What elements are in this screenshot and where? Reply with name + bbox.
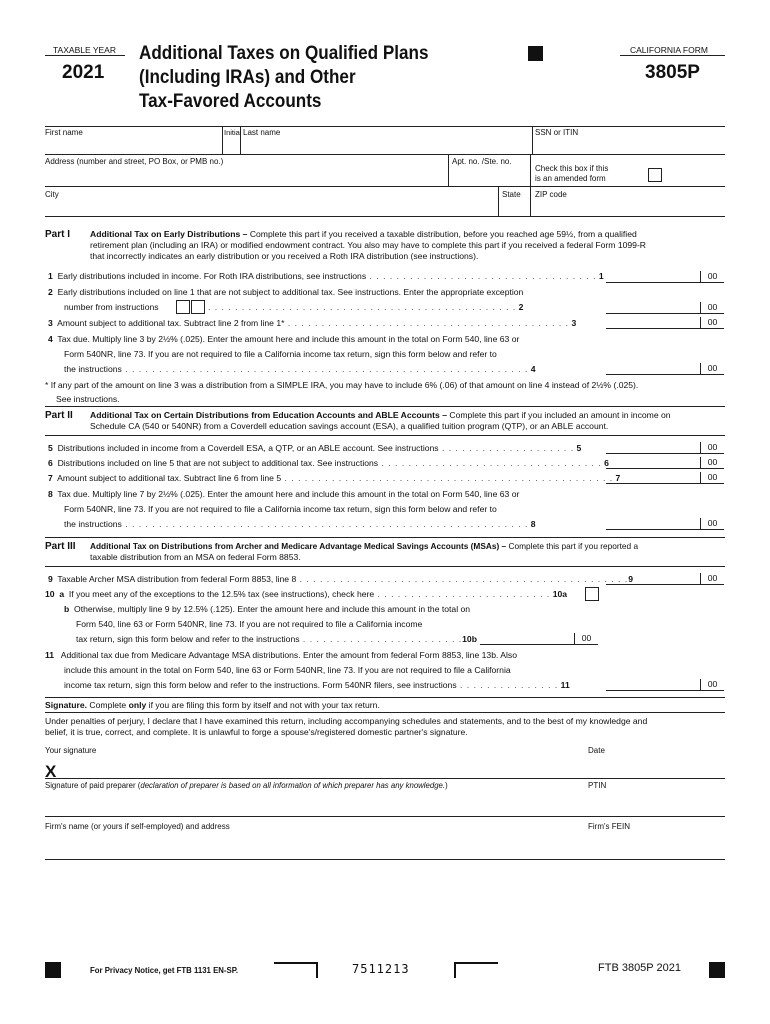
line-8b: Form 540NR, line 73. If you are not required to file a California income tax return, sign this form below and refer to [64,504,497,514]
cents: 00 [700,302,724,314]
footer-registration-mark-right [709,962,725,978]
line-4c-text: the instructions [64,364,122,374]
cents: 00 [700,442,724,454]
line-1: 1 Early distributions included in income. For Roth IRA distributions, see instructions . . . . . . . . . . . . . . . . . . . . . . . . . . . . . . . . . . 1 [48,271,604,281]
line-10b-text-1: Otherwise, multiply line 9 by 12.5% (.125). Enter the amount here and include this amount in the total on [74,604,471,614]
preparer-label-c: ) [445,781,448,790]
line-6-text: Distributions included on line 5 that are not subject to additional tax. See instructions [57,458,379,468]
signature-heading [45,700,380,711]
line-10a-text: If you meet any of the exceptions to the 12.5% tax (see instructions), check here [68,589,375,599]
perjury-statement-1: Under penalties of perjury, I declare that I have examined this return, including accompanying schedules and statements, and to the best of my knowledge and [45,716,648,726]
amended-label-1: Check this box if this [535,164,609,173]
part2-intro-text: Complete this part if you included an amount in income on [449,410,671,420]
line-3-amount[interactable] [606,318,724,329]
line-11c-text: income tax return, sign this form below and refer to the instructions. Form 540NR filers, see instructions [64,680,457,690]
line-9-text: Taxable Archer MSA distribution from federal Form 8853, line 8 [57,574,297,584]
title-line-1: Additional Taxes on Qualified Plans [139,43,429,64]
part3-label: Part III [45,541,76,552]
part2-intro-1 [90,410,671,421]
line-4-text-a: Tax due. Multiply line 3 by 2½% (.025). Enter the amount here and include this amount in the total on Form 540, line 63 or [57,334,520,344]
firm-name-label: Firm's name (or yours if self-employed) and address [45,822,230,831]
preparer-line[interactable] [45,816,725,817]
line-3: 3 Amount subject to additional tax. Subtract line 2 from line 1* . . . . . . . . . . . . . . . . . . . . . . . . . . . . . . . . . . . . . . . . . . 3 [48,318,577,328]
part1-intro-text: Complete this part if you received a taxable distribution, before you reached age 59½, from a qualified [249,229,637,239]
line-4c: the instructions . . . . . . . . . . . . . . . . . . . . . . . . . . . . . . . . . . . . . . . . . . . . . . . . . . . . . . . . . . . . 4 [64,364,536,374]
cents: 00 [700,271,724,283]
line-1-text: Early distributions included in income. For Roth IRA distributions, see instructions [57,271,367,281]
form-title [139,42,428,114]
line-9: 9 Taxable Archer MSA distribution from federal Form 8853, line 8 . . . . . . . . . . . . . . . . . . . . . . . . . . . . . . . . . . . . . . . . . . . . . . . . .9 [48,574,634,584]
signature-heading-text-2: if you are filing this form by itself and not with your tax return. [148,700,380,710]
state-label: State [502,190,521,199]
tax-year: 2021 [62,62,105,83]
line-5-amount[interactable] [606,443,724,454]
line-8: 8 Tax due. Multiply line 7 by 2½% (.025). Enter the amount here and include this amount in the total on Form 540, line 63 or [48,489,520,499]
line-1-amount[interactable] [606,272,724,283]
part1-intro-1 [90,229,637,240]
exception-box-1[interactable] [176,300,190,314]
part2-intro-2: Schedule CA (540 or 540NR) from a Coverdell education savings account (ESA), a qualified tuition program (QTP), or an ABLE account. [90,421,609,431]
line-8c-text: the instructions [64,519,122,529]
signature-heading-only: only [128,700,147,710]
part2-title: Additional Tax on Certain Distributions from Education Accounts and ABLE Accounts – [90,410,447,420]
line-3-text: Amount subject to additional tax. Subtract line 2 from line 1* [57,318,285,328]
cents: 00 [700,457,724,469]
part2-label: Part II [45,410,73,421]
cents: 00 [700,679,724,691]
line-2-text: Early distributions included on line 1 that are not subject to additional tax. See instructions. Enter the appropriate exception [57,287,524,297]
scan-corner-left [274,962,318,978]
signature-x-mark: X [45,762,57,781]
cents: 00 [700,363,724,375]
last-name-label: Last name [243,128,281,137]
line-7: 7 Amount subject to additional tax. Subtract line 6 from line 5 . . . . . . . . . . . . . . . . . . . . . . . . . . . . . . . . . . . . . . . . . . . . . . . . . 7 [48,473,621,483]
line-10b-text-3: tax return, sign this form below and refer to the instructions [76,634,300,644]
line-5-text: Distributions included in income from a Coverdell ESA, a QTP, or an ABLE account. See instructions [57,443,439,453]
line-5: 5 Distributions included in income from a Coverdell ESA, a QTP, or an ABLE account. See instructions . . . . . . . . . . . . . . . . . . . . 5 [48,443,582,453]
line-7-text: Amount subject to additional tax. Subtract line 6 from line 5 [57,473,282,483]
cents: 00 [700,573,724,585]
line-10a: 10 a If you meet any of the exceptions to the 12.5% tax (see instructions), check here . . . . . . . . . . . . . . . . . . . . . . . . . . 10a [45,589,568,599]
line-6: 6 Distributions included on line 5 that are not subject to additional tax. See instructions . . . . . . . . . . . . . . . . . . . . . . . . . . . . . . . . . 6 [48,458,609,468]
part1-title: Additional Tax on Early Distributions – [90,229,248,239]
firm-fein-label: Firm's FEIN [588,822,630,831]
privacy-notice: For Privacy Notice, get FTB 1131 EN-SP. [90,966,239,975]
perjury-statement-2: belief, it is true, correct, and complete. It is unlawful to forge a spouse's/registered domestic partner's signature. [45,727,468,737]
part3-intro-2: taxable distribution from an MSA on federal Form 8853. [90,552,301,562]
line-2b-text: number from instructions [64,302,159,312]
line-4b: Form 540NR, line 73. If you are not required to file a California income tax return, sign this form below and refer to [64,349,497,359]
part1-intro-2: retirement plan (including an IRA) or modified endowment contract. You also may have to complete this part if you received a federal Form 1099-R [90,240,647,250]
footer-registration-mark-left [45,962,61,978]
line-2: 2 Early distributions included on line 1 that are not subject to additional tax. See instructions. Enter the appropriate exception [48,287,524,297]
part1-intro-3: that incorrectly indicates an early distribution or you received a Roth IRA distribution (see instructions). [90,251,479,261]
line-9-amount[interactable] [606,574,724,585]
taxable-year-label: TAXABLE YEAR [53,45,116,55]
apt-label: Apt. no. /Ste. no. [452,157,512,166]
line-4: 4 Tax due. Multiply line 3 by 2½% (.025). Enter the amount here and include this amount in the total on Form 540, line 63 or [48,334,520,344]
line-8-amount[interactable] [606,519,724,530]
title-line-3: Tax-Favored Accounts [139,91,322,112]
cents: 00 [700,317,724,329]
form-code: 7511213 [352,962,410,976]
preparer-label-b: declaration of preparer is based on all information of which preparer has any knowledge. [140,781,446,790]
amended-checkbox[interactable] [648,168,662,182]
firm-line[interactable] [45,859,725,860]
simple-ira-note-2: See instructions. [56,394,120,404]
amended-label-2: is an amended form [535,174,606,183]
preparer-signature-label [45,781,448,790]
footer-form-id: FTB 3805P 2021 [598,962,681,974]
signature-heading-text: Complete [89,700,127,710]
registration-mark [528,46,543,61]
ptin-label: PTIN [588,781,607,790]
cents: 00 [700,472,724,484]
line-11: 11 Additional tax due from Medicare Advantage MSA distributions. Enter the amount from federal Form 8853, line 13b. Also [45,650,517,660]
simple-ira-note-1: * If any part of the amount on line 3 was a distribution from a SIMPLE IRA, you may have to include 6% (.06) of that amount on line 4 instead of 2½% (.025). [45,380,639,390]
line-10a-checkbox[interactable] [585,587,599,601]
title-line-2: (Including IRAs) and Other [139,67,356,88]
line-10b: b Otherwise, multiply line 9 by 12.5% (.125). Enter the amount here and include this amount in the total on [64,604,471,614]
signature-line[interactable] [45,778,725,779]
line-8-text-a: Tax due. Multiply line 7 by 2½% (.025). Enter the amount here and include this amount in the total on Form 540, line 63 or [57,489,520,499]
exception-box-2[interactable] [191,300,205,314]
line-11-amount[interactable] [606,680,724,691]
date-label: Date [588,746,605,755]
address-label: Address (number and street, PO Box, or PMB no.) [45,157,224,166]
line-11-text-a: Additional tax due from Medicare Advantage MSA distributions. Enter the amount from federal Form 8853, line 13b. Also [60,650,517,660]
line-2b [64,302,159,313]
line-7-amount[interactable] [606,473,724,484]
line-11b: include this amount in the total on Form 540, line 63 or Form 540NR, line 73. If you are not required to file a California [64,665,511,675]
line-10b-2: Form 540, line 63 or Form 540NR, line 73. If you are not required to file a California income [76,619,423,629]
preparer-label-a: Signature of paid preparer ( [45,781,141,790]
line-4-amount[interactable] [606,364,724,375]
part3-intro-text: Complete this part if you reported a [508,541,639,551]
signature-heading-label: Signature. [45,700,88,710]
ssn-label: SSN or ITIN [535,128,579,137]
cents: 00 [574,633,598,645]
city-label: City [45,190,59,199]
initial-label: Initial [224,128,242,137]
part3-intro-1 [90,541,638,552]
scan-corner-right [454,962,498,978]
line-6-amount[interactable] [606,458,724,469]
line-11c: income tax return, sign this form below and refer to the instructions. Form 540NR filers, see instructions . . . . . . . . . . . . . . . 11 [64,680,570,690]
line-10b-amount[interactable] [480,634,598,645]
cents: 00 [700,518,724,530]
form-number: 3805P [645,62,700,83]
line-2-leader: . . . . . . . . . . . . . . . . . . . . . . . . . . . . . . . . . . . . . . . . . . . . . . 2 [208,302,524,312]
your-signature-label: Your signature [45,746,97,755]
line-10b-3: tax return, sign this form below and refer to the instructions . . . . . . . . . . . . . . . . . . . . . . . .10b [76,634,477,644]
part1-label: Part I [45,229,71,240]
california-form-label: CALIFORNIA FORM [630,45,708,55]
line-8c: the instructions . . . . . . . . . . . . . . . . . . . . . . . . . . . . . . . . . . . . . . . . . . . . . . . . . . . . . . . . . . . . 8 [64,519,536,529]
zip-label: ZIP code [535,190,567,199]
part3-title: Additional Tax on Distributions from Archer and Medicare Advantage Medical Savings Accounts (MSAs) – [90,541,507,551]
line-2-amount[interactable] [606,303,724,314]
first-name-label: First name [45,128,83,137]
